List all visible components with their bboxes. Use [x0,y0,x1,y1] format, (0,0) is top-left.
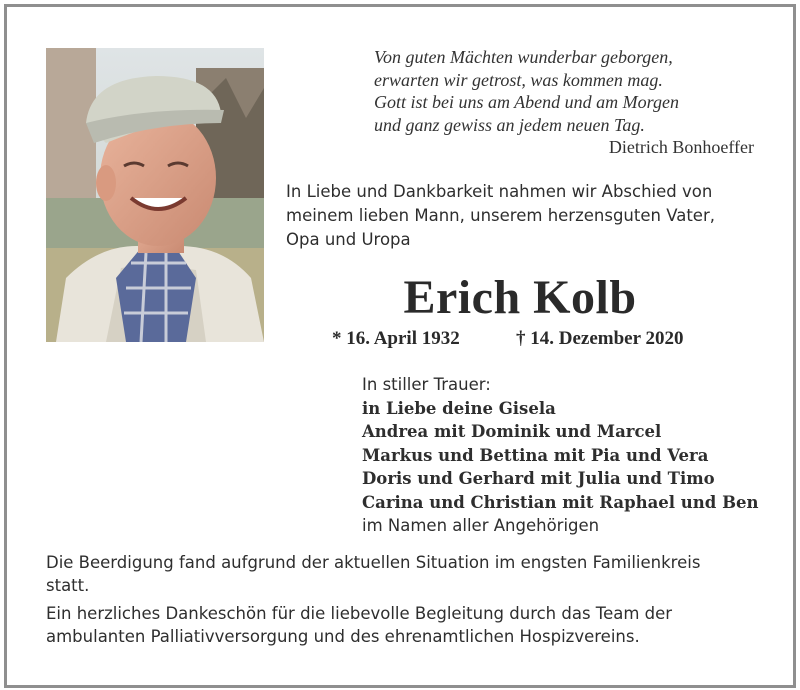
intro-text [286,180,756,252]
death-date: † 14. Dezember 2020 [516,328,684,349]
mourner-name: Doris und Gerhard mit Julia und Timo [362,469,715,488]
mourners-closing: im Namen aller Angehörigen [362,516,600,535]
poem-author: Dietrich Bonhoeffer [608,137,754,157]
mourners-list [362,373,782,538]
mourner-name: Andrea mit Dominik und Marcel [362,422,662,441]
mourner-name: in Liebe deine Gisela [362,398,556,418]
mourner-name: Carina und Christian mit Raphael und Ben [362,492,759,512]
funeral-notice [46,551,756,597]
poem-line: Gott ist bei uns am Abend und am Morgen [374,92,679,112]
intro-line: Opa und Uropa [286,230,411,249]
poem-line: erwarten wir getrost, was kommen mag. [374,69,663,90]
mourners-heading: In stiller Trauer: [362,375,491,394]
poem-line: und ganz gewiss an jedem neuen Tag. [374,114,645,135]
thanks-line: ambulanten Palliativversorgung und des ehrenamtlichen Hospizvereins. [46,627,640,646]
deceased-name: Erich Kolb [403,271,637,324]
thanks-notice [46,602,756,648]
mourner-name: Markus und Bettina mit Pia und Vera [362,445,709,465]
intro-line: meinem lieben Mann, unserem herzensguten Vater, [286,206,715,225]
poem [374,46,758,159]
thanks-line: Ein herzliches Dankeschön für die liebevolle Begleitung durch das Team der [46,604,673,623]
intro-line: In Liebe und Dankbarkeit nahmen wir Abschied von [286,182,713,201]
funeral-line: statt. [46,576,90,595]
birth-date: * 16. April 1932 [332,328,460,349]
poem-line: Von guten Mächten wunderbar geborgen, [374,47,673,67]
funeral-line: Die Beerdigung fand aufgrund der aktuellen Situation im engsten Familienkreis [46,553,701,572]
